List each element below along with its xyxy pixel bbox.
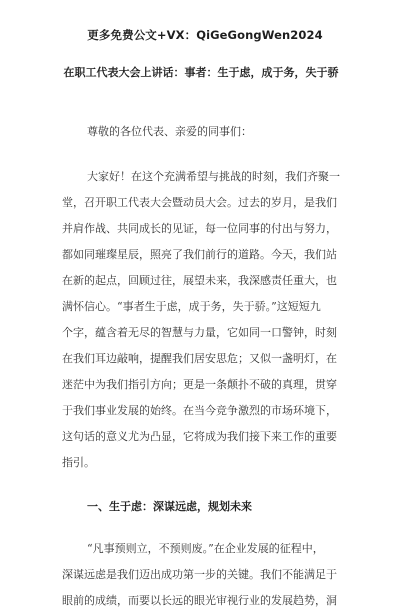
text-line: 在我们耳边敲响，提醒我们居安思危；又似一盏明灯，在 [62,352,337,365]
text-line: 并肩作战、共同成长的见证，每一位同事的付出与努力， [62,222,337,235]
text-line: 于我们事业发展的始终。在当今竞争激烈的市场环境下， [62,404,337,417]
text-line: 在新的起点，回顾过往，展望未来，我深感责任重大，也 [62,274,337,287]
text-line: 眼前的成绩，而要以长远的眼光审视行业的发展趋势，洞 [62,594,337,607]
text-line: 指引。 [62,456,95,469]
text-line: 满怀信心。“事者生于虑，成于务，失于骄。”这短短九 [62,300,321,313]
section-heading: 一、生于虑：深谋远虑，规划未来 [87,500,252,513]
promo-header: 更多免费公文+VX：QiGeGongWen2024 [87,28,323,42]
speech-title: 在职工代表大会上讲话：事者：生于虑，成于务，失于骄 [63,66,339,79]
text-line: 这句话的意义尤为凸显，它将成为我们接下来工作的重要 [62,430,337,443]
text-line: “凡事预则立，不预则废。”在企业发展的征程中， [87,542,324,555]
text-line: 堂，召开职工代表大会暨动员大会。过去的岁月，是我们 [62,196,337,209]
text-line: 都如同璀璨星辰，照亮了我们前行的道路。今天，我们站 [62,248,337,261]
text-line: 深谋远虑是我们迈出成功第一步的关键。我们不能满足于 [62,568,337,581]
text-line: 大家好！在这个充满希望与挑战的时刻，我们齐聚一 [87,170,340,183]
section-paragraph [62,536,368,614]
intro-paragraph [62,164,368,476]
text-line: 个字，蕴含着无尽的智慧与力量，它如同一口警钟，时刻 [62,326,337,339]
text-line: 迷茫中为我们指引方向；更是一条颠扑不破的真理，贯穿 [62,378,337,391]
greeting-line: 尊敬的各位代表、亲爱的同事们： [87,125,252,138]
